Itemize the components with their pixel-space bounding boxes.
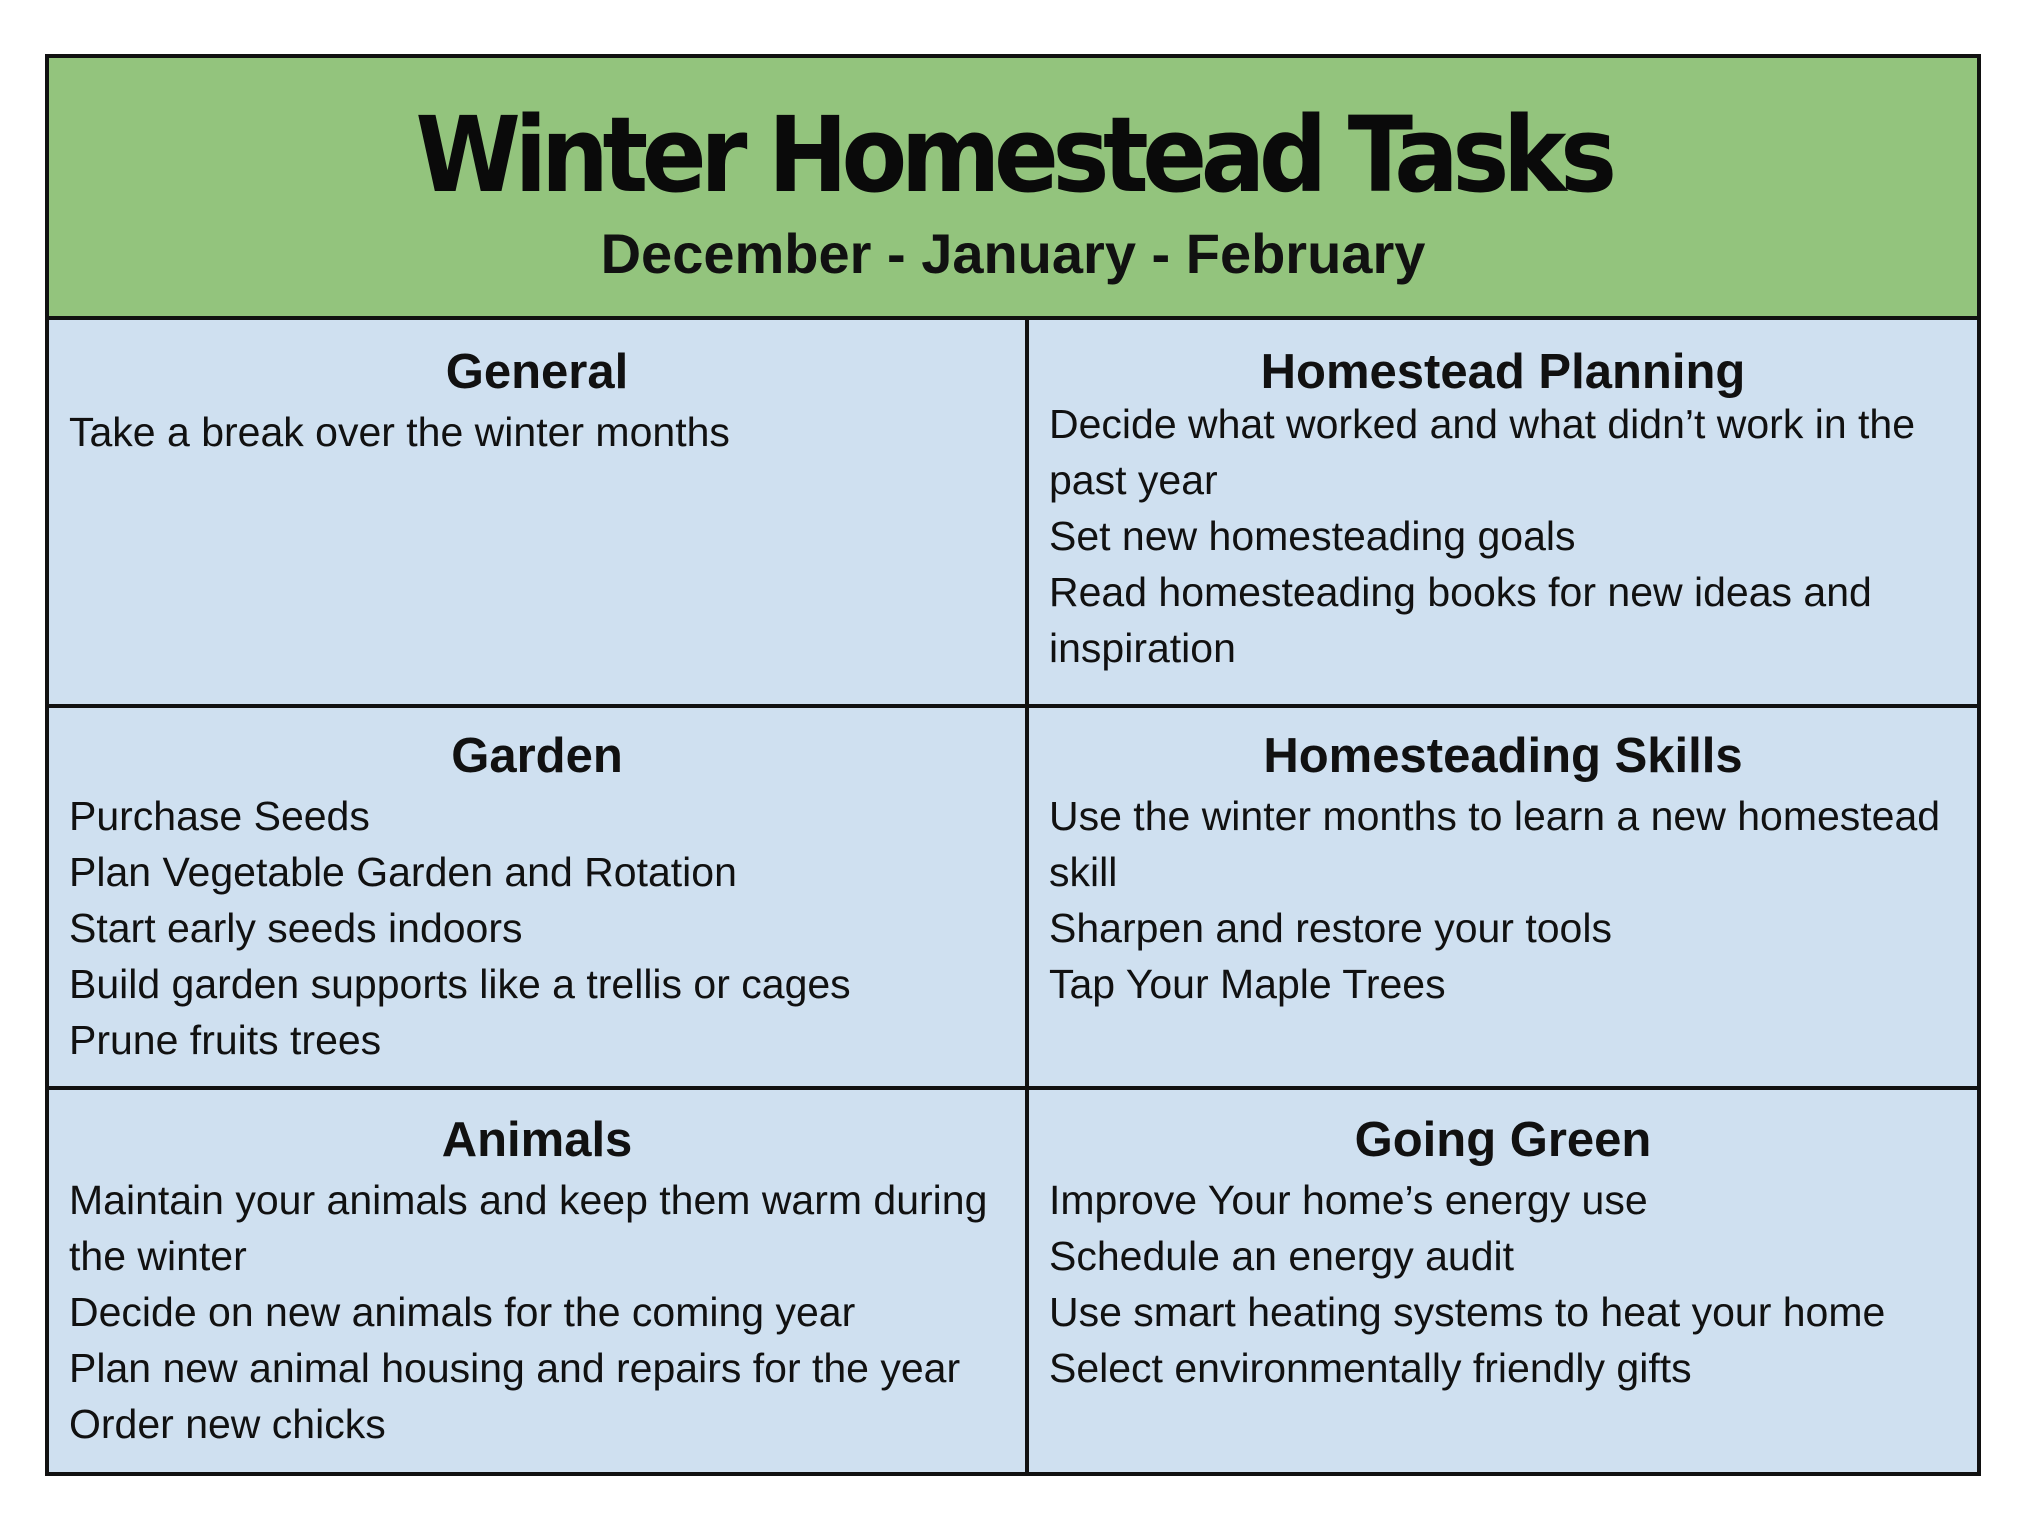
task-item: Start early seeds indoors	[69, 905, 523, 951]
section-garden	[49, 708, 1025, 1086]
section-heading: Garden	[451, 729, 623, 783]
task-list	[49, 788, 1025, 1068]
task-item: Prune fruits trees	[69, 1017, 382, 1063]
section-homesteading-skills	[1029, 708, 1977, 1086]
section-going-green	[1029, 1090, 1977, 1472]
task-item: Use the winter months to learn a new homestead skill	[1049, 793, 1941, 895]
task-item: Use smart heating systems to heat your home	[1049, 1289, 1886, 1335]
page-title: Winter Homestead Tasks	[415, 94, 1611, 216]
section-general	[49, 324, 1025, 704]
section-heading: Going Green	[1354, 1113, 1652, 1167]
task-item: Plan new animal housing and repairs for the year	[69, 1345, 961, 1391]
header-banner	[49, 58, 1977, 320]
task-list	[1029, 1172, 1977, 1396]
task-item: Select environmentally friendly gifts	[1049, 1345, 1692, 1391]
task-sheet	[45, 54, 1981, 1476]
task-item: Read homesteading books for new ideas and inspiration	[1049, 569, 1872, 671]
task-item: Build garden supports like a trellis or cages	[69, 961, 851, 1007]
section-heading: Homesteading Skills	[1263, 729, 1743, 783]
task-item: Set new homesteading goals	[1049, 513, 1576, 559]
task-item: Take a break over the winter months	[69, 409, 730, 455]
section-heading: Homestead Planning	[1260, 345, 1746, 399]
task-item: Improve Your home’s energy use	[1049, 1177, 1648, 1223]
task-item: Schedule an energy audit	[1049, 1233, 1515, 1279]
task-item: Sharpen and restore your tools	[1049, 905, 1612, 951]
task-list	[49, 1172, 1025, 1452]
task-list	[1029, 788, 1977, 1012]
section-animals	[49, 1090, 1025, 1472]
section-heading: General	[445, 345, 629, 399]
task-item: Maintain your animals and keep them warm during the winter	[69, 1177, 988, 1279]
section-heading: Animals	[441, 1113, 633, 1167]
task-item: Decide what worked and what didn’t work in the past year	[1049, 401, 1916, 503]
task-item: Purchase Seeds	[69, 793, 370, 839]
task-item: Decide on new animals for the coming year	[69, 1289, 856, 1335]
task-list	[49, 404, 1025, 460]
task-item: Tap Your Maple Trees	[1049, 961, 1446, 1007]
section-homestead-planning	[1029, 324, 1977, 704]
page-subtitle: December - January - February	[600, 222, 1426, 285]
task-item: Order new chicks	[69, 1401, 386, 1447]
task-list	[1029, 396, 1977, 676]
task-item: Plan Vegetable Garden and Rotation	[69, 849, 737, 895]
